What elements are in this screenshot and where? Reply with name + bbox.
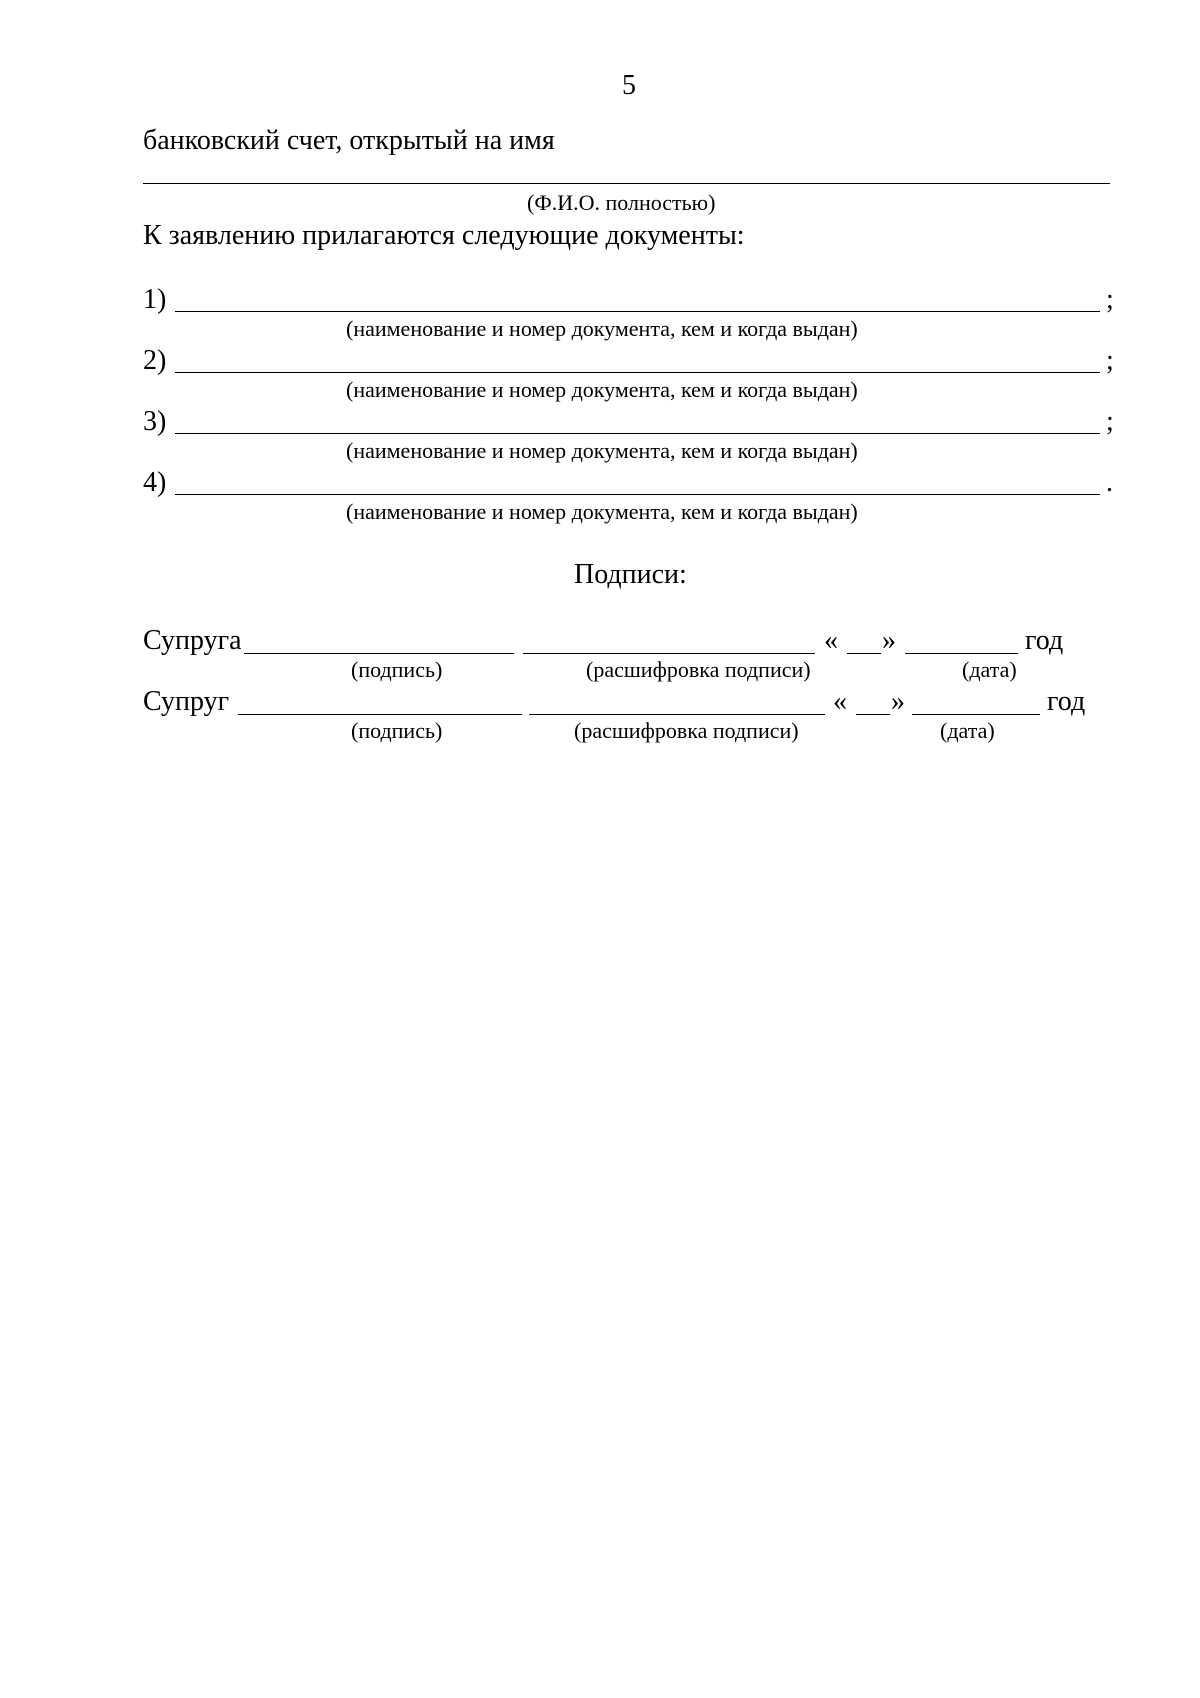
item-4-end: .	[1106, 467, 1113, 498]
wife-month-line[interactable]	[905, 653, 1018, 654]
wife-day-line[interactable]	[847, 653, 881, 654]
item-4-number: 4)	[143, 467, 167, 498]
wife-signature-caption: (подпись)	[351, 657, 443, 682]
item-4-caption: (наименование и номер документа, кем и когда выдан)	[346, 499, 858, 524]
husband-quote-close: »	[891, 686, 905, 717]
item-2-end: ;	[1106, 345, 1114, 376]
item-3-caption: (наименование и номер документа, кем и когда выдан)	[346, 438, 858, 463]
signatures-heading: Подписи:	[574, 559, 687, 590]
husband-month-line[interactable]	[912, 714, 1040, 715]
wife-date-caption: (дата)	[962, 657, 1017, 682]
item-3-end: ;	[1106, 406, 1114, 437]
item-2-number: 2)	[143, 345, 167, 376]
fio-blank-line[interactable]	[143, 183, 1110, 184]
husband-label: Супруг	[143, 686, 230, 717]
husband-quote-open: «	[833, 686, 847, 717]
item-1-end: ;	[1106, 284, 1114, 315]
item-1-blank-line[interactable]	[175, 311, 1100, 312]
husband-signature-caption: (подпись)	[351, 718, 443, 743]
wife-decode-caption: (расшифровка подписи)	[586, 657, 811, 682]
wife-year-label: год	[1025, 625, 1064, 656]
husband-year-label: год	[1047, 686, 1086, 717]
husband-decode-caption: (расшифровка подписи)	[574, 718, 799, 743]
wife-quote-close: »	[882, 625, 896, 656]
wife-decode-line[interactable]	[523, 653, 815, 654]
husband-signature-line[interactable]	[238, 714, 522, 715]
page-number: 5	[622, 70, 636, 101]
item-1-caption: (наименование и номер документа, кем и когда выдан)	[346, 316, 858, 341]
fio-caption: (Ф.И.О. полностью)	[527, 190, 716, 215]
husband-day-line[interactable]	[856, 714, 890, 715]
account-text: банковский счет, открытый на имя	[143, 125, 555, 156]
wife-quote-open: «	[824, 625, 838, 656]
item-3-blank-line[interactable]	[175, 433, 1100, 434]
item-2-caption: (наименование и номер документа, кем и когда выдан)	[346, 377, 858, 402]
item-3-number: 3)	[143, 406, 167, 437]
wife-signature-line[interactable]	[244, 653, 514, 654]
wife-label: Супруга	[143, 625, 242, 656]
husband-decode-line[interactable]	[529, 714, 825, 715]
item-4-blank-line[interactable]	[175, 494, 1100, 495]
husband-date-caption: (дата)	[940, 718, 995, 743]
item-2-blank-line[interactable]	[175, 372, 1100, 373]
item-1-number: 1)	[143, 284, 167, 315]
attachments-heading: К заявлению прилагаются следующие документы:	[143, 220, 745, 251]
